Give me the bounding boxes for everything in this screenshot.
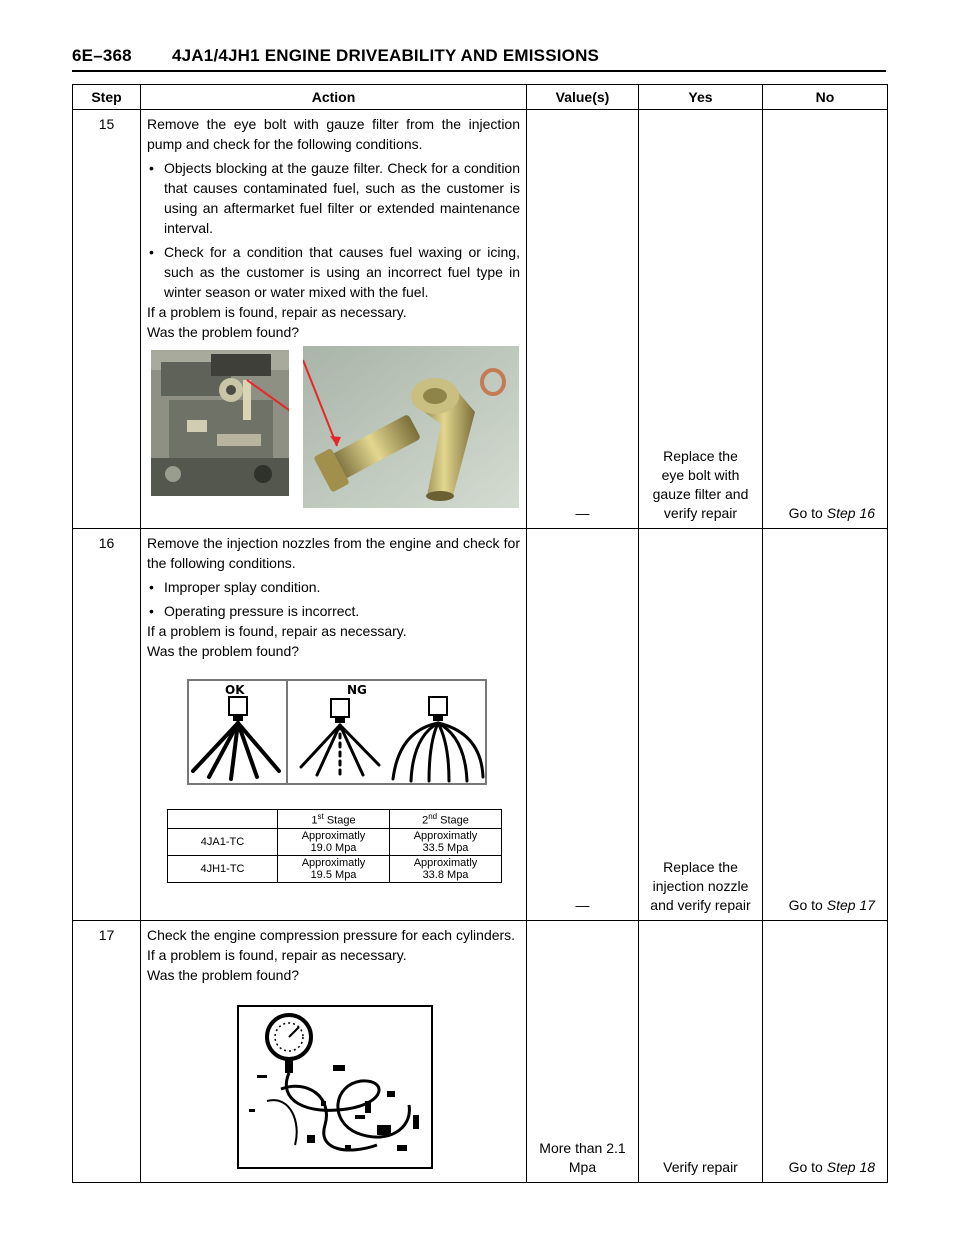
page-code: 6E–368 (72, 46, 132, 65)
col-yes: Yes (639, 85, 763, 110)
col-no: No (763, 85, 888, 110)
question: Was the problem found? (147, 324, 300, 340)
col-action: Action (141, 85, 527, 110)
list-item: • Objects blocking at the gauze filter. Check for a condition that causes contaminated fuel, such as the customer is using an aftermarket fuel filter or extended maintenance interval. (149, 160, 520, 236)
table-corner (168, 810, 278, 829)
header-rule (72, 70, 886, 72)
stage1-header: 1st Stage (278, 810, 390, 829)
page-header (72, 42, 886, 72)
diagnostic-table (72, 84, 888, 1183)
table-row (168, 855, 502, 882)
table-row (168, 810, 502, 829)
question: Was the problem found? (147, 967, 300, 983)
step-link: Step 17 (826, 897, 875, 913)
value-cell: — (527, 529, 639, 921)
yes-cell: Verify repair (639, 921, 763, 1183)
action-intro: Remove the eye bolt with gauze filter from the injection pump and check for the following conditions. (147, 116, 520, 152)
eye-bolt-photos (147, 350, 520, 520)
list-item: • Improper splay condition. (149, 579, 321, 595)
step-number: 17 (73, 921, 141, 1183)
repair-line: If a problem is found, repair as necessary. (147, 947, 407, 963)
page-title: 4JA1/4JH1 ENGINE DRIVEABILITY AND EMISSIONS (172, 46, 600, 65)
action-cell (141, 110, 527, 529)
col-step: Step (73, 85, 141, 110)
question: Was the problem found? (147, 643, 300, 659)
table-row (73, 110, 888, 529)
injection-pump-photo (151, 350, 289, 496)
list-item: • Check for a condition that causes fuel waxing or icing, such as the customer is using an incorrect fuel type in winter season or water mixed with the fuel. (149, 244, 520, 300)
table-row (73, 529, 888, 921)
step-link: Step 16 (826, 505, 875, 521)
col-values: Value(s) (527, 85, 639, 110)
yes-cell: Replace the eye bolt with gauze filter and verify repair (639, 110, 763, 529)
action-intro: Check the engine compression pressure for each cylinders. (147, 927, 516, 943)
condition-list (147, 158, 520, 302)
compression-gauge-illustration (237, 1005, 433, 1169)
model-cell: 4JH1-TC (168, 855, 278, 882)
value-cell: — (527, 110, 639, 529)
no-cell: Go to Step 17 (763, 529, 888, 921)
nozzle-pressure-table (167, 809, 502, 883)
model-cell: 4JA1-TC (168, 828, 278, 855)
condition-list (147, 577, 520, 621)
table-row (168, 828, 502, 855)
step-number: 15 (73, 110, 141, 529)
pressure-cell: Approximatly 19.5 Mpa (278, 855, 390, 882)
repair-line: If a problem is found, repair as necessary. (147, 623, 407, 639)
no-cell: Go to Step 18 (763, 921, 888, 1183)
eye-bolt-gauze-filter-photo (303, 346, 519, 508)
value-cell: More than 2.1 Mpa (527, 921, 639, 1183)
pressure-cell: Approximatly 19.0 Mpa (278, 828, 390, 855)
repair-line: If a problem is found, repair as necessary. (147, 304, 407, 320)
ng-label: NG (347, 683, 367, 697)
action-cell (141, 529, 527, 921)
action-cell (141, 921, 527, 1183)
step-link: Step 18 (826, 1159, 875, 1175)
table-row (73, 921, 888, 1183)
action-intro: Remove the injection nozzles from the engine and check for the following conditions. (147, 535, 520, 571)
no-cell: Go to Step 16 (763, 110, 888, 529)
nozzle-spray-pattern-diagram (187, 679, 487, 785)
list-item: • Operating pressure is incorrect. (149, 603, 360, 619)
pressure-cell: Approximatly 33.5 Mpa (390, 828, 502, 855)
stage2-header: 2nd Stage (390, 810, 502, 829)
table-header-row (73, 85, 888, 110)
step-number: 16 (73, 529, 141, 921)
yes-cell: Replace the injection nozzle and verify repair (639, 529, 763, 921)
ok-label: OK (225, 683, 245, 697)
pressure-cell: Approximatly 33.8 Mpa (390, 855, 502, 882)
